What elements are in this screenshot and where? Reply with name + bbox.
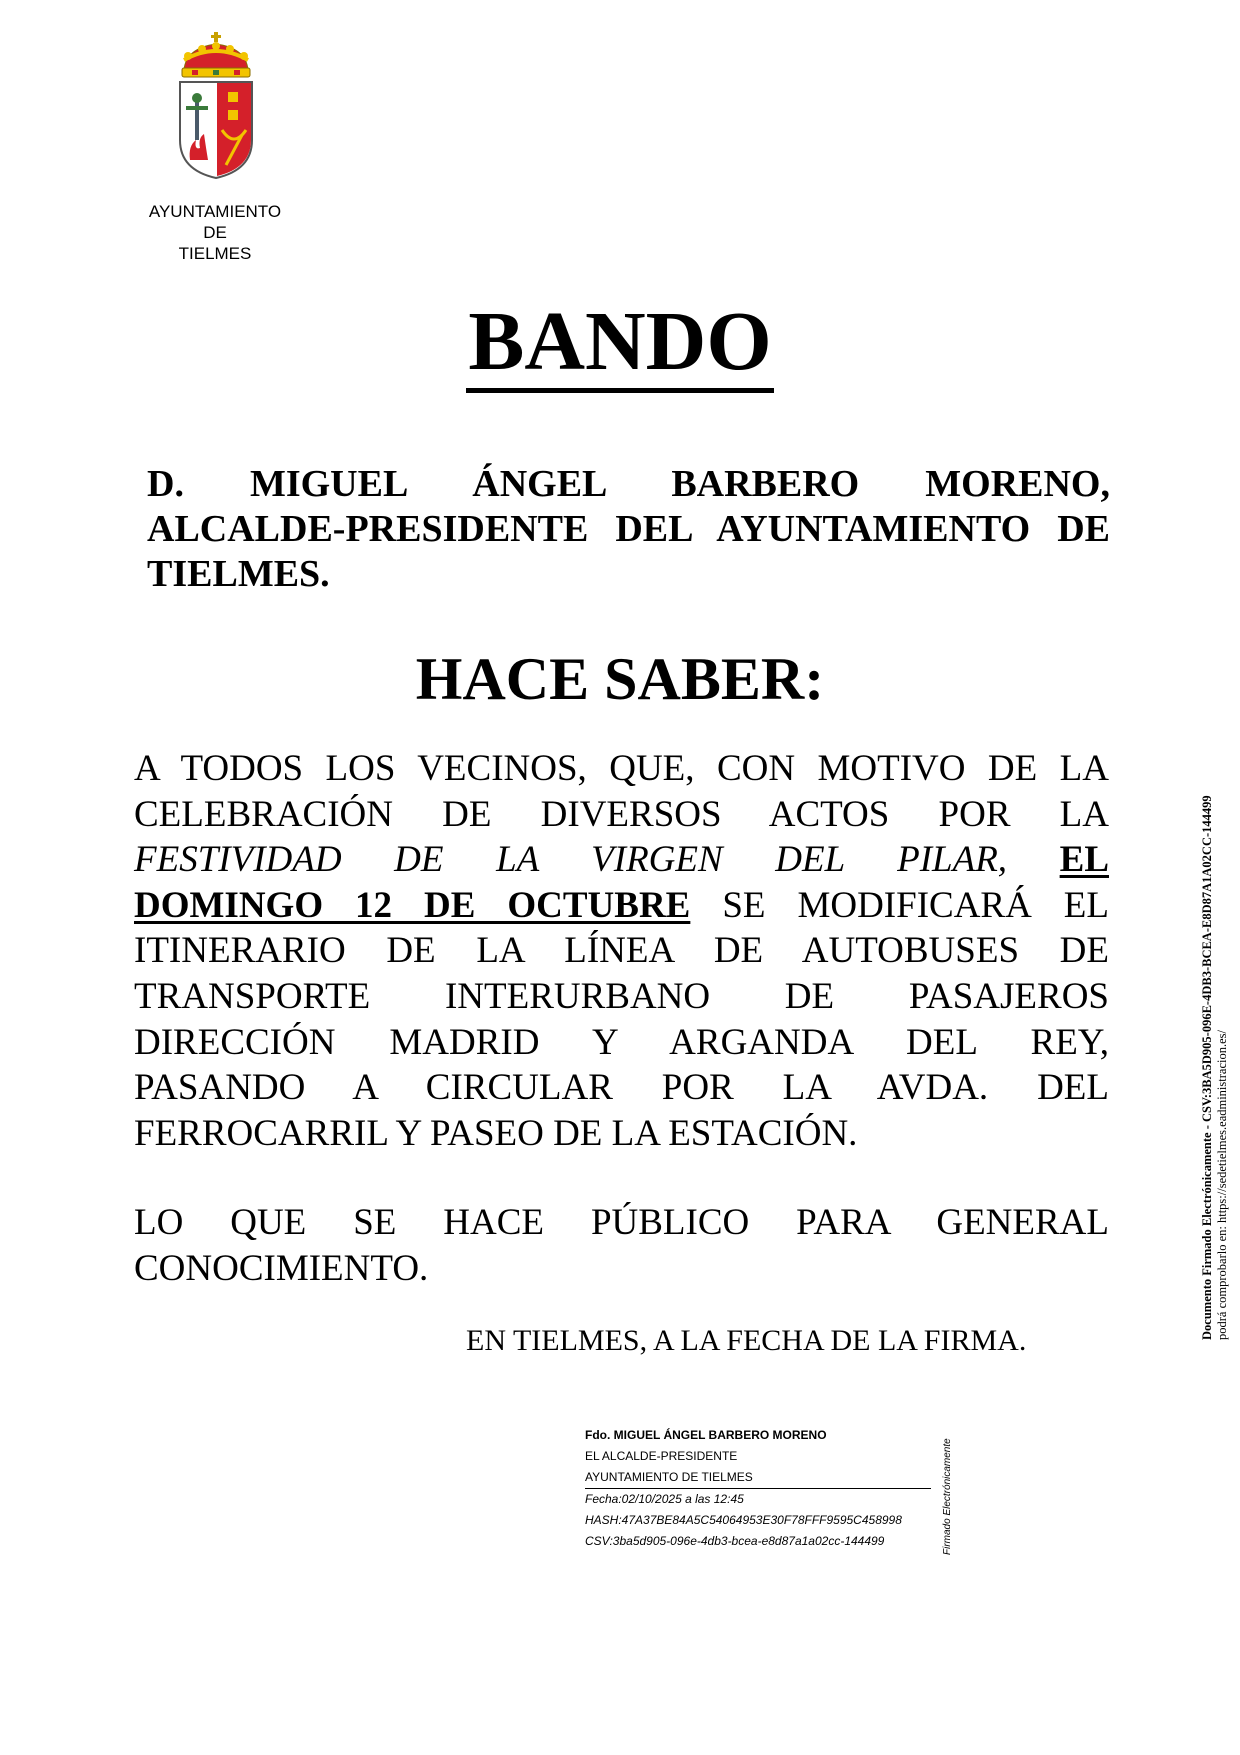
mayor-line: D. MIGUEL ÁNGEL BARBERO MORENO, bbox=[147, 463, 1110, 505]
mayor-line: ALCALDE-PRESIDENTE DEL AYUNTAMIENTO DE bbox=[147, 508, 1110, 550]
signed-electronically-label: Firmado Electrónicamente bbox=[942, 1438, 953, 1555]
body-text: SE MODIFICARÁ EL bbox=[722, 884, 1109, 926]
org-line: TIELMES bbox=[178, 244, 252, 263]
announcement-body bbox=[134, 746, 1109, 1156]
stamp-url[interactable]: podrá comprobarlo en: https://sedetielmes.eadministracion.es/ bbox=[1215, 1030, 1229, 1340]
mayor-heading bbox=[147, 462, 1110, 597]
mayor-line: TIELMES. bbox=[147, 553, 330, 595]
body-line bbox=[134, 837, 1109, 883]
signature-block bbox=[585, 1425, 930, 1552]
body-line: PASANDO A CIRCULAR POR LA AVDA. DEL bbox=[134, 1067, 1109, 1109]
body-line: FERROCARRIL Y PASEO DE LA ESTACIÓN. bbox=[134, 1112, 858, 1154]
closing-line: LO QUE SE HACE PÚBLICO PARA GENERAL bbox=[134, 1202, 1109, 1243]
document-title bbox=[0, 295, 1240, 393]
org-line: DE bbox=[203, 223, 227, 242]
signer-org: AYUNTAMIENTO DE TIELMES bbox=[585, 1470, 753, 1484]
title-text: BANDO bbox=[466, 300, 773, 393]
body-line: CELEBRACIÓN DE DIVERSOS ACTOS POR LA bbox=[134, 793, 1109, 835]
body-line: ITINERARIO DE LA LÍNEA DE AUTOBUSES DE bbox=[134, 930, 1109, 972]
verification-stamp bbox=[1200, 795, 1230, 1340]
signature-hash: HASH:47A37BE84A5C54064953E30F78FFF9595C458998 bbox=[585, 1513, 902, 1527]
hace-saber-heading: HACE SABER: bbox=[415, 646, 825, 712]
coat-of-arms-icon bbox=[176, 30, 256, 180]
date-highlight-start: EL bbox=[1059, 839, 1109, 881]
signature-csv: CSV:3ba5d905-096e-4db3-bcea-e8d87a1a02cc-144499 bbox=[585, 1534, 885, 1548]
place-and-date: EN TIELMES, A LA FECHA DE LA FIRMA. bbox=[466, 1324, 1027, 1357]
body-line bbox=[134, 883, 1109, 929]
body-line: A TODOS LOS VECINOS, QUE, CON MOTIVO DE LA bbox=[134, 748, 1109, 789]
signer-role: EL ALCALDE-PRESIDENTE bbox=[585, 1449, 738, 1463]
organization-name bbox=[110, 201, 320, 264]
closing-paragraph bbox=[134, 1200, 1109, 1291]
closing-line: CONOCIMIENTO. bbox=[134, 1247, 429, 1289]
stamp-csv: Documento Firmado Electrónicamente - CSV:3BA5D905-096E-4DB3-BCEA-E8D87A1A02CC-144499 bbox=[1200, 795, 1214, 1340]
festivity-text: FESTIVIDAD DE LA VIRGEN DEL PILAR, bbox=[134, 839, 1008, 881]
org-line: AYUNTAMIENTO bbox=[148, 202, 282, 221]
date-highlight: DOMINGO 12 DE OCTUBRE bbox=[134, 884, 691, 926]
signature-date: Fecha:02/10/2025 a las 12:45 bbox=[585, 1492, 744, 1506]
body-line: TRANSPORTE INTERURBANO DE PASAJEROS bbox=[134, 975, 1109, 1017]
body-line: DIRECCIÓN MADRID Y ARGANDA DEL REY, bbox=[134, 1021, 1109, 1063]
signer-name: Fdo. MIGUEL ÁNGEL BARBERO MORENO bbox=[585, 1428, 827, 1442]
